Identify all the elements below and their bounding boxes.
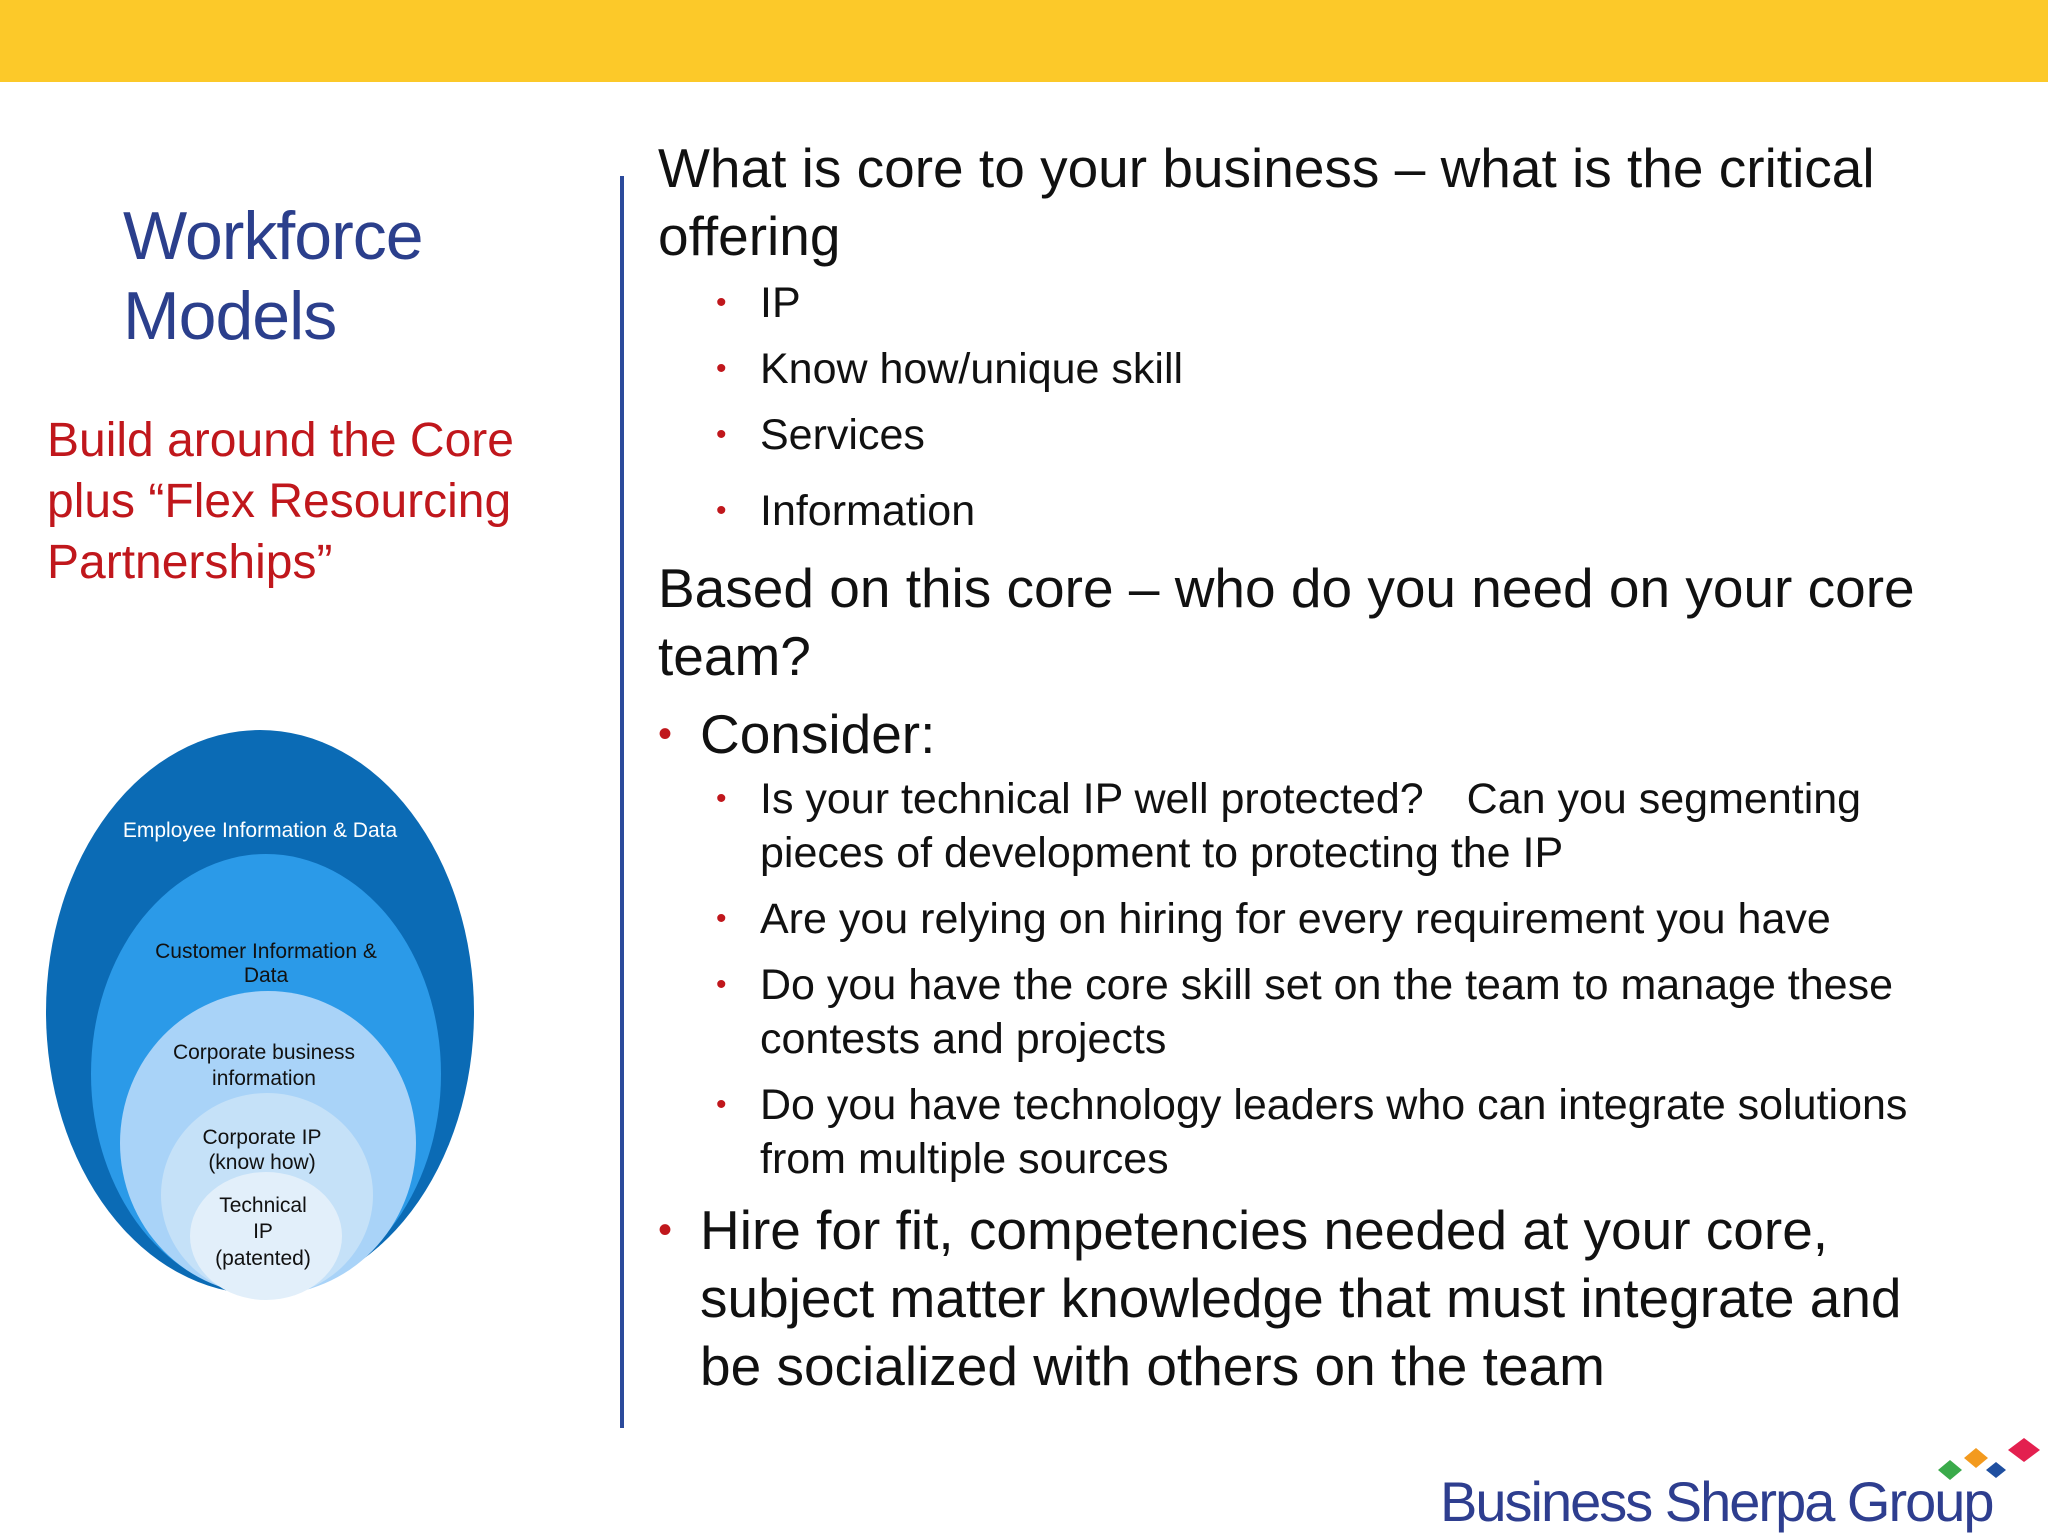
slide-title xyxy=(123,196,423,356)
question-team xyxy=(658,554,2008,690)
vertical-divider xyxy=(620,176,624,1428)
list-item: • Know how/unique skill xyxy=(658,342,2008,408)
subtitle-line: Build around the Core xyxy=(47,414,514,467)
hire-section xyxy=(658,1196,2008,1400)
core-rings-diagram xyxy=(44,730,484,1300)
core-offering-list xyxy=(658,276,2008,538)
ring-label-employee: Employee Information & Data xyxy=(122,819,398,842)
subtitle-line: plus “Flex Resourcing xyxy=(47,475,512,528)
hire-bullet xyxy=(658,1196,2008,1400)
ring-label-corporate-info: Corporate business xyxy=(172,1041,356,1064)
list-item-line: from multiple sources xyxy=(760,1135,1169,1183)
list-item xyxy=(658,892,2008,946)
list-item: • Services xyxy=(658,408,2008,484)
hire-line: • Hire for fit, competencies needed at your core, xyxy=(700,1199,1829,1261)
consider-list xyxy=(658,772,2008,1186)
ring-label-corporate-info: information xyxy=(212,1067,316,1090)
list-item: • Information xyxy=(658,484,2008,538)
heading-line: team? xyxy=(658,625,811,687)
consider-section xyxy=(658,700,2008,768)
ring-label-corporate-ip: (know how) xyxy=(208,1151,316,1174)
list-item: • IP xyxy=(658,276,2008,342)
ring-label-technical-ip: IP xyxy=(253,1220,273,1243)
slide-subtitle xyxy=(47,410,607,593)
hire-line: subject matter knowledge that must integrate and xyxy=(700,1267,1902,1329)
consider-bullet xyxy=(658,700,2008,768)
list-item-line: • Do you have the core skill set on the team to manage these xyxy=(760,961,1893,1009)
list-item-line: • Is your technical IP well protected? Can you segmenting xyxy=(760,775,1862,823)
hire-line: be socialized with others on the team xyxy=(700,1335,1605,1397)
heading-line: What is core to your business – what is the critical xyxy=(658,137,1875,199)
list-item xyxy=(658,772,2008,880)
main-content xyxy=(658,134,2008,1400)
heading-line: Based on this core – who do you need on your core xyxy=(658,557,1915,619)
list-item xyxy=(658,958,2008,1066)
ring-label-corporate-ip: Corporate IP xyxy=(202,1126,322,1149)
top-banner xyxy=(0,0,2048,82)
heading-line: offering xyxy=(658,205,841,267)
title-line: Workforce xyxy=(123,198,423,274)
title-line: Models xyxy=(123,278,337,354)
ring-label-customer: Data xyxy=(243,964,289,987)
list-item-line: • Are you relying on hiring for every requirement you have xyxy=(760,895,1831,943)
question-core xyxy=(658,134,2008,270)
ring-label-technical-ip: Technical xyxy=(219,1194,307,1217)
list-item-line: • Do you have technology leaders who can integrate solutions xyxy=(760,1081,1908,1129)
logo-diamond-orange xyxy=(1964,1448,1988,1468)
ring-label-technical-ip: (patented) xyxy=(215,1247,311,1270)
subtitle-line: Partnerships” xyxy=(47,536,333,589)
list-item xyxy=(658,1078,2008,1186)
consider-label: • Consider: xyxy=(700,703,936,765)
ring-label-customer: Customer Information & xyxy=(155,940,377,963)
logo-diamond-red xyxy=(2008,1438,2040,1462)
list-item-line: contests and projects xyxy=(760,1015,1167,1063)
brand-name: Business Sherpa Group xyxy=(1440,1470,1993,1533)
list-item-line: pieces of development to protecting the IP xyxy=(760,829,1564,877)
